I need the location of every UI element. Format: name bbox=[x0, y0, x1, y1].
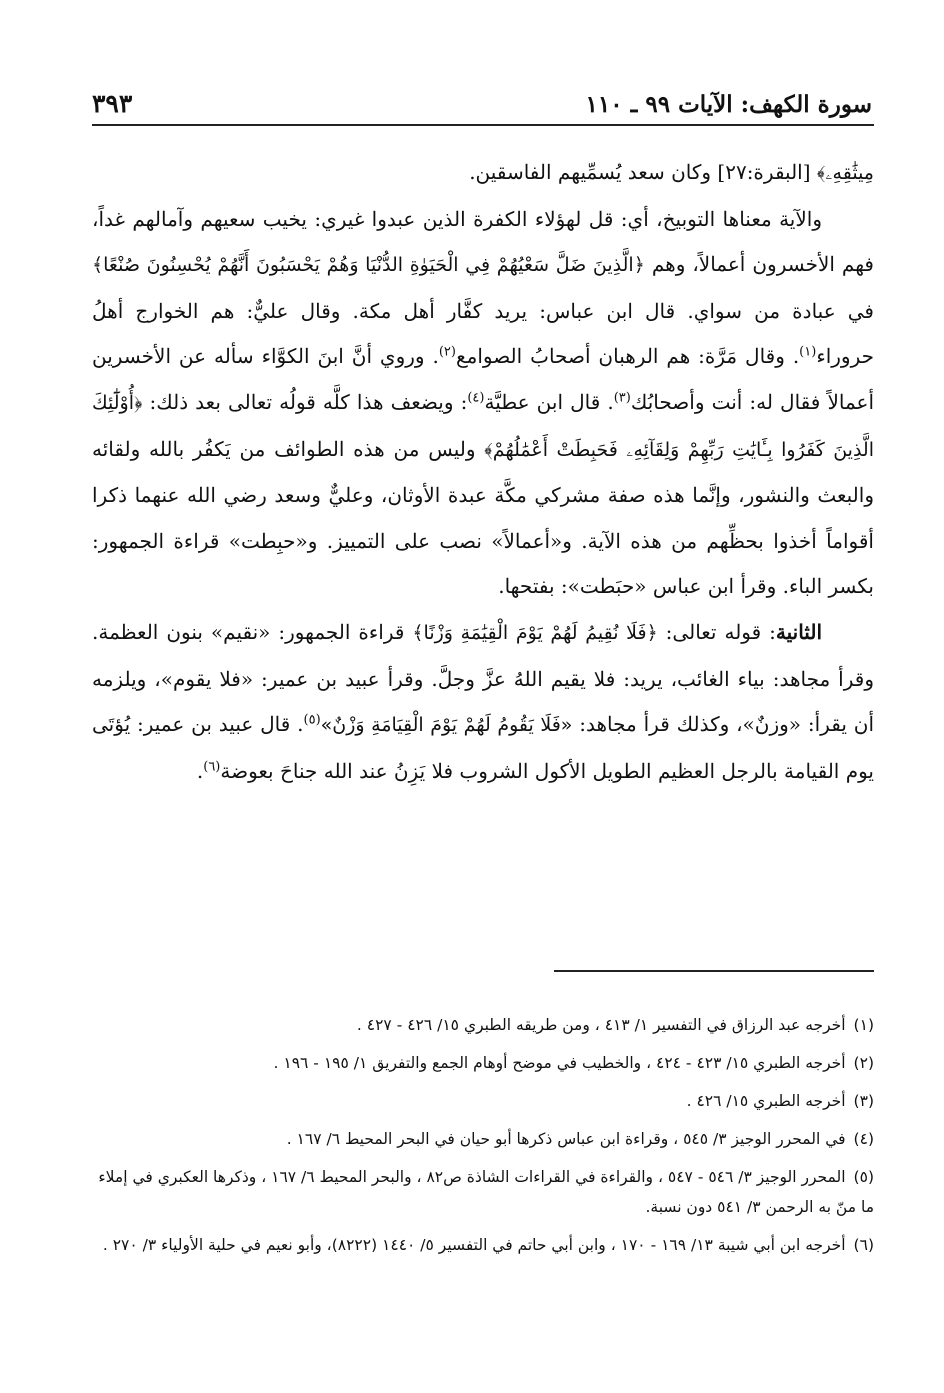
footnote-text: أخرجه عبد الرزاق في التفسير ١/ ٤١٣ ، ومن طريقه الطبري ١٥/ ٤٢٦ - ٤٢٧ . bbox=[356, 1016, 846, 1034]
footnote-ref[interactable]: (٦) bbox=[203, 759, 221, 775]
header-rule bbox=[92, 124, 874, 126]
quran-quote: ﴿الَّذِينَ ضَلَّ سَعْيُهُمْ فِي الْحَيَوٰةِ الدُّنْيَا وَهُمْ يَحْسَبُونَ أَنَّهُمْ يُحْسِنُونَ صُنْعًا﴾ bbox=[92, 254, 645, 277]
main-text bbox=[92, 150, 874, 794]
paragraph-text: . وقال مَرَّة: هم الرهبان أصحابُ الصوامع bbox=[455, 344, 800, 369]
paragraph-text: والآية معناها التوبيخ، أي: قل لهؤلاء الكفرة الذين عبدوا غيري: يخيب سعيهم وآمالهم غداً، فهم الأخسرون أعمالاً، وهم bbox=[92, 206, 874, 277]
footnote-number: (١) bbox=[853, 1016, 874, 1034]
footnote-number: (٣) bbox=[853, 1092, 874, 1110]
footnote-6 bbox=[92, 1230, 874, 1260]
footnotes bbox=[92, 1010, 874, 1268]
footnote-ref[interactable]: (٢) bbox=[438, 344, 456, 360]
paragraph-text: : قوله تعالى: bbox=[657, 619, 776, 644]
paragraph-text: . bbox=[196, 758, 204, 783]
footnote-text: أخرجه الطبري ١٥/ ٤٢٦ . bbox=[686, 1092, 846, 1110]
quran-quote: «فَلَا يَقُومُ لَهُمْ يَوْمَ الْقِيَامَةِ وَزْنٌ» bbox=[320, 714, 573, 737]
footnote-text: أخرجه ابن أبي شيبة ١٣/ ١٦٩ - ١٧٠ ، وابن أبي حاتم في التفسير ٥/ ١٤٤٠ (٨٢٢٢)، وأبو نعيم في حلية الأولياء ٣/ ٢٧٠ . bbox=[102, 1236, 846, 1254]
footnote-text: في المحرر الوجيز ٣/ ٥٤٥ ، وقراءة ابن عباس ذكرها أبو حيان في البحر المحيط ٦/ ١٦٧ . bbox=[286, 1130, 846, 1148]
footnote-ref[interactable]: (٤) bbox=[467, 390, 485, 406]
paragraph-3 bbox=[92, 610, 874, 794]
footnote-number: (٢) bbox=[853, 1054, 874, 1072]
page-number: ٣٩٣ bbox=[92, 89, 133, 118]
footnote-number: (٦) bbox=[853, 1236, 874, 1254]
quran-quote: ﴿فَلَا نُقِيمُ لَهُمْ يَوْمَ الْقِيَٰمَةِ وَزْنًا﴾ bbox=[412, 621, 658, 644]
chapter-title: سورة الكهف: الآيات ٩٩ ـ ١١٠ bbox=[585, 91, 872, 118]
paragraph-text: وليس من هذه الطوائف من يَكفُر بالله ولقائه والبعث والنشور، وإنَّما هذه صفة مشركي مكَّة عبدة الأوثان، وعليٌّ وسعد رضي الله عنهما ذكرا أقواماً أخذوا بحظِّهم من هذه الآية. و«أعمالاً» نصب على التمييز. و«حبِطت» قراءة الجمهور: بكسر الباء. وقرأ ابن عباس «حبَطت»: بفتحها. bbox=[92, 436, 874, 599]
footnote-separator bbox=[554, 970, 874, 972]
paragraph-text: في عبادة من سواي. قال ابن عباس: يريد كفَّار أهل مكة. وقال عليٌّ: هم الخوارج أهلُ حروراء bbox=[92, 298, 874, 369]
paragraph-text: . وروي أنَّ ابنَ الكوَّاء سأله عن الأخسرين أعمالاً فقال له: أنت وأصحابُك bbox=[92, 344, 874, 414]
paragraph-text: . قال عبيد بن عمير: يُؤتَى يوم القيامة بالرجل العظيم الطويل الأكول الشروب فلا يَزِنُ عند الله جناحَ بعوضة bbox=[92, 712, 874, 783]
footnote-ref[interactable]: (٥) bbox=[303, 712, 321, 728]
paragraph-text: [البقرة:٢٧] وكان سعد يُسمِّيهم الفاسقين. bbox=[469, 160, 817, 184]
footnote-text: أخرجه الطبري ١٥/ ٤٢٣ - ٤٢٤ ، والخطيب في موضح أوهام الجمع والتفريق ١/ ١٩٥ - ١٩٦ . bbox=[273, 1054, 846, 1072]
running-header bbox=[92, 78, 872, 118]
paragraph-2 bbox=[92, 197, 874, 610]
footnote-5 bbox=[92, 1162, 874, 1222]
quran-quote: ﴿أُوْلَٰٓئِكَ الَّذِينَ كَفَرُوا بِـَٔايَٰتِ رَبِّهِمْ وَلِقَآئِهِۦ فَحَبِطَتْ أَعْمَٰلُهُمْ﴾ bbox=[92, 391, 875, 461]
paragraph-text: : ويضعف هذا كلَّه قولُه تعالى بعد ذلك: bbox=[142, 389, 468, 414]
footnote-text: المحرر الوجيز ٣/ ٥٤٦ - ٥٤٧ ، والقراءة في القراءات الشاذة ص٨٢ ، والبحر المحيط ٦/ ١٦٧ ، وذكرها العكبري في إملاء ما منّ به الرحمن ٣/ ٥٤١ دون نسبة. bbox=[98, 1168, 874, 1216]
footnote-1 bbox=[92, 1010, 874, 1040]
quran-quote: مِيثَٰقِهِۦ﴾ bbox=[816, 162, 874, 184]
paragraph-text: . قال ابن عطيَّة bbox=[484, 389, 614, 414]
footnote-number: (٤) bbox=[853, 1130, 874, 1148]
section-label: الثانية bbox=[775, 619, 822, 644]
paragraph-1 bbox=[92, 150, 874, 197]
paragraph-text: قراءة الجمهور: «نقيم» بنون العظمة. وقرأ مجاهد: بياء الغائب، يريد: فلا يقيم اللهُ عزَّ وجلَّ. وقرأ عبيد بن عمير: «فلا يقوم»، ويلزمه أن يقرأ: «وزنٌ»، وكذلك قرأ مجاهد: bbox=[92, 619, 874, 737]
footnote-4 bbox=[92, 1124, 874, 1154]
footnote-3 bbox=[92, 1086, 874, 1116]
footnote-ref[interactable]: (١) bbox=[799, 344, 817, 360]
footnote-number: (٥) bbox=[853, 1168, 874, 1186]
footnote-ref[interactable]: (٣) bbox=[613, 390, 631, 406]
footnote-2 bbox=[92, 1048, 874, 1078]
